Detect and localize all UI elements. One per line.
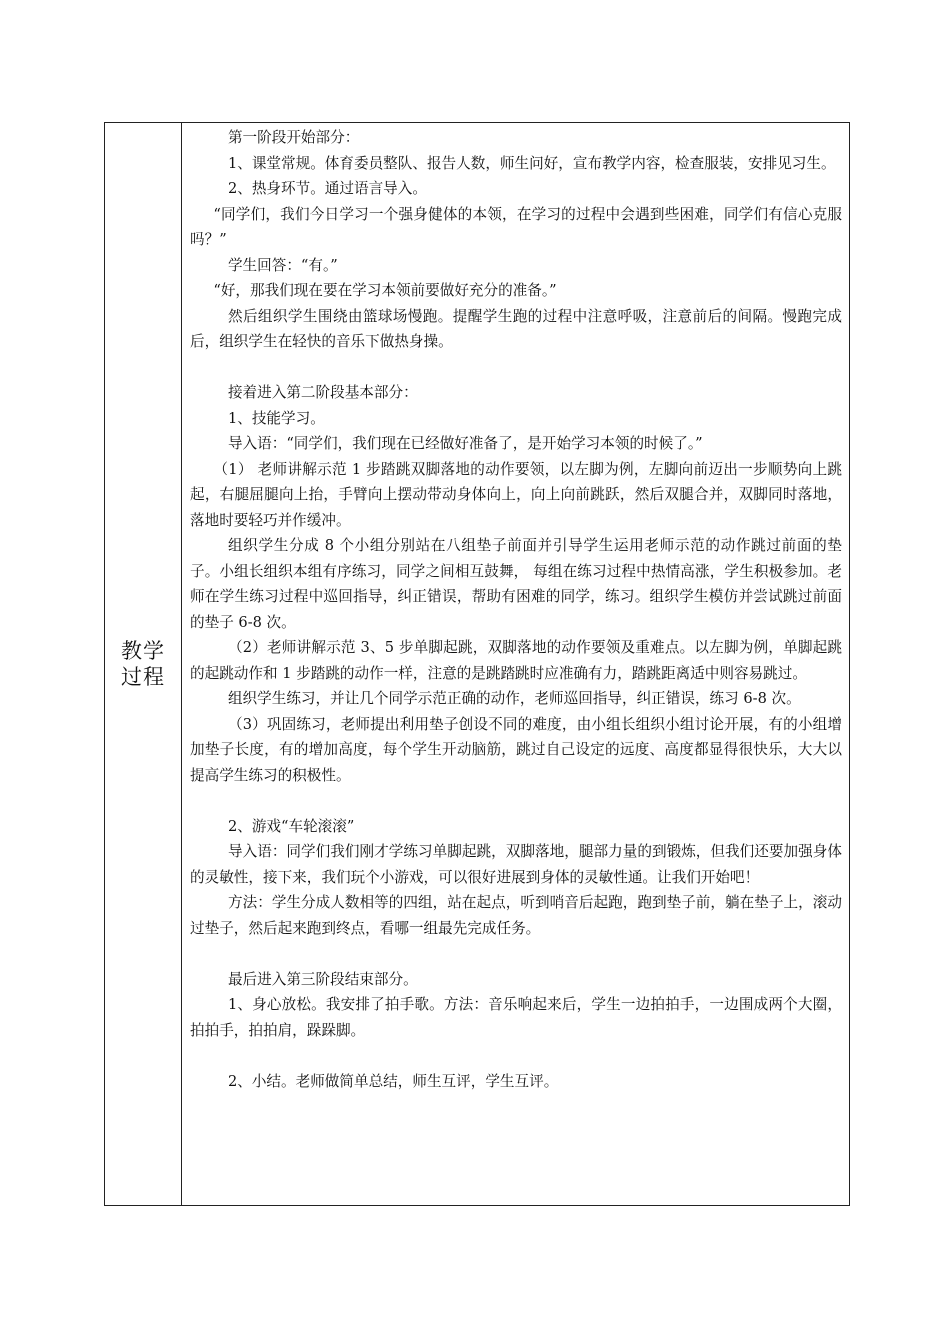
process-content-cell <box>190 125 842 1094</box>
paragraph: （2）老师讲解示范 3、5 步单脚起跳，双脚落地的动作要领及重难点。以左脚为例，单脚起跳的起跳动作和 1 步踏跳的动作一样，注意的是跳踏跳时应准确有力，踏跳距离适中则容易跳过。 <box>190 639 842 682</box>
paragraph: 最后进入第三阶段结束部分。 <box>227 970 418 988</box>
lesson-table <box>104 122 850 1206</box>
paragraph: 1、技能学习。 <box>227 409 325 427</box>
paragraph: 1、课堂常规。体育委员整队、报告人数，师生问好，宣布教学内容，检查服装，安排见习生。 <box>227 154 836 172</box>
paragraph: 2、游戏“车轮滚滚” <box>227 817 355 835</box>
blank-line <box>190 941 842 967</box>
paragraph: 1、身心放松。我安排了拍手歌。方法：音乐响起来后，学生一边拍拍手，一边围成两个大圈，拍拍手，拍拍肩，跺跺脚。 <box>190 996 842 1039</box>
paragraph: 方法：学生分成人数相等的四组，站在起点，听到哨音后起跑，跑到垫子前，躺在垫子上，滚动过垫子，然后起来跑到终点，看哪一组最先完成任务。 <box>190 894 842 937</box>
paragraph: 第一阶段开始部分： <box>227 129 360 146</box>
paragraph: “同学们，我们今日学习一个强身健体的本领，在学习的过程中会遇到些困难，同学们有信心克服吗？” <box>190 205 842 248</box>
paragraph: （1） 老师讲解示范 1 步踏跳双脚落地的动作要领，以左脚为例，左脚向前迈出一步顺势向上跳起，右腿屈腿向上抬，手臂向上摆动带动身体向上，向上向前跳跃，然后双腿合并，双脚同时落地，落地时要轻巧并作缓冲。 <box>190 460 842 529</box>
paragraph: 2、热身环节。通过语言导入。 <box>227 180 427 197</box>
paragraph: 组织学生练习，并让几个同学示范正确的动作，老师巡回指导，纠正错误，练习 6-8 次。 <box>227 690 801 707</box>
blank-line <box>190 788 842 814</box>
column-divider <box>181 123 182 1205</box>
paragraph: 导入语：“同学们，我们现在已经做好准备了，是开始学习本领的时候了。” <box>227 435 703 452</box>
section-label-cell <box>105 123 181 1205</box>
paragraph: 2、小结。老师做简单总结，师生互评，学生互评。 <box>227 1072 559 1090</box>
paragraph: （3）巩固练习，老师提出利用垫子创设不同的难度，由小组长组织小组讨论开展，有的小组增加垫子长度，有的增加高度，每个学生开动脑筋，跳过自己设定的远度、高度都显得很快乐，大大以提高学生练习的积极性。 <box>190 715 842 784</box>
paragraph: 学生回答：“有。” <box>227 256 338 274</box>
paragraph: 组织学生分成 8 个小组分别站在八组垫子前面并引导学生运用老师示范的动作跳过前面的垫子。小组长组织本组有序练习，同学之间相互鼓舞， 每组在练习过程中热情高涨，学生积极参加。老师在学生练习过程中巡回指导，纠正错误，帮助有困难的同学，练习。组织学生模仿并尝试跳过前面的垫子 6-8 次。 <box>190 537 842 631</box>
paragraph: 接着进入第二阶段基本部分： <box>227 384 418 401</box>
paragraph: “好，那我们现在要在学习本领前要做好充分的准备。” <box>213 282 557 299</box>
blank-line <box>190 355 842 381</box>
paragraph: 导入语：同学们我们刚才学练习单脚起跳，双脚落地，腿部力量的到锻炼，但我们还要加强身体的灵敏性，接下来，我们玩个小游戏，可以很好进展到身体的灵敏性通。让我们开始吧！ <box>190 843 842 886</box>
paragraph: 然后组织学生围绕由篮球场慢跑。提醒学生跑的过程中注意呼吸，注意前后的间隔。慢跑完成后，组织学生在轻快的音乐下做热身操。 <box>190 307 842 350</box>
section-label: 教学过程 <box>121 639 165 689</box>
blank-line <box>190 1043 842 1069</box>
